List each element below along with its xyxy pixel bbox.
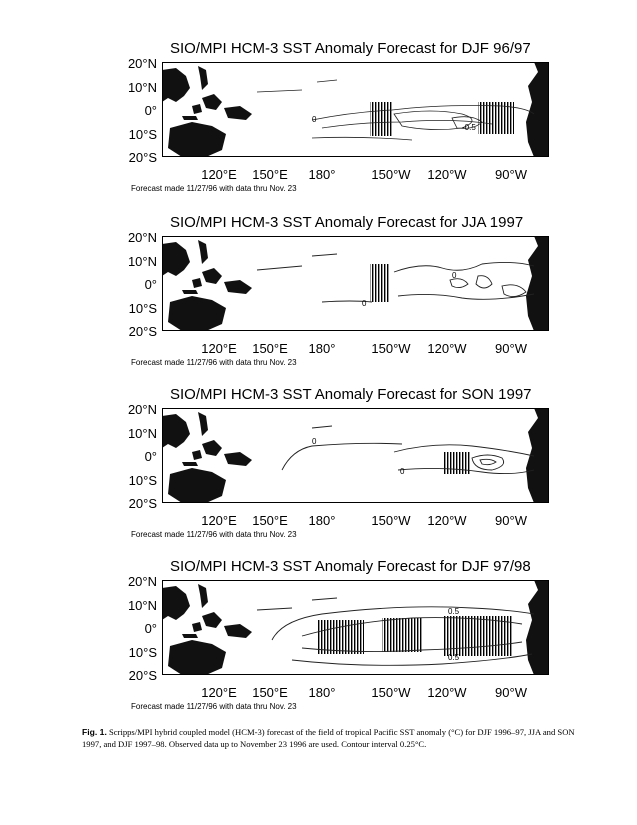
lon-label-120w: 120°W xyxy=(427,685,467,700)
lat-label-20n: 20°N xyxy=(127,402,157,417)
lat-label-20n: 20°N xyxy=(127,56,157,71)
forecast-panel-son-1997 xyxy=(0,386,637,556)
asia-australia-landmass xyxy=(162,584,252,675)
lat-label-10s: 10°S xyxy=(128,645,157,660)
contour-label: 0 xyxy=(452,271,457,280)
panel-title: SIO/MPI HCM-3 SST Anomaly Forecast for DJF 97/98 xyxy=(170,558,531,575)
lon-label-150e: 150°E xyxy=(252,685,288,700)
forecast-note: Forecast made 11/27/96 with data thru Nov. 23 xyxy=(131,702,297,711)
contour-label: 0 xyxy=(312,437,317,446)
lat-label-10n: 10°N xyxy=(127,80,157,95)
caption-label: Fig. 1. xyxy=(82,727,107,737)
lat-label-10n: 10°N xyxy=(127,254,157,269)
figure-caption xyxy=(82,726,582,750)
asia-australia-landmass xyxy=(162,240,252,331)
lon-label-120e: 120°E xyxy=(201,513,237,528)
panel-title: SIO/MPI HCM-3 SST Anomaly Forecast for JJA 1997 xyxy=(170,214,524,231)
lon-label-90w: 90°W xyxy=(495,513,527,528)
lon-label-120e: 120°E xyxy=(201,341,237,356)
lon-label-90w: 90°W xyxy=(495,341,527,356)
americas-landmass xyxy=(526,62,549,157)
warm-anomaly-shading xyxy=(370,264,390,302)
lon-label-150w: 150°W xyxy=(371,167,411,182)
lat-label-equator: 0° xyxy=(144,449,157,464)
lat-label-equator: 0° xyxy=(144,621,157,636)
lon-label-180: 180° xyxy=(308,513,336,528)
contour-label: 0.5 xyxy=(448,653,460,662)
forecast-note: Forecast made 11/27/96 with data thru Nov. 23 xyxy=(131,184,297,193)
asia-australia-landmass xyxy=(162,66,252,157)
sst-contours xyxy=(257,254,534,302)
americas-landmass xyxy=(526,236,549,331)
forecast-panel-jja-1997 xyxy=(0,214,637,384)
lat-label-20n: 20°N xyxy=(127,574,157,589)
lon-label-180: 180° xyxy=(308,685,336,700)
lon-label-150e: 150°E xyxy=(252,513,288,528)
americas-landmass xyxy=(526,408,549,503)
lat-label-10s: 10°S xyxy=(128,473,157,488)
lat-label-10s: 10°S xyxy=(128,301,157,316)
lon-label-180: 180° xyxy=(308,341,336,356)
lat-label-equator: 0° xyxy=(144,277,157,292)
lat-label-10n: 10°N xyxy=(127,598,157,613)
forecast-panel-djf-9798 xyxy=(0,558,637,728)
lon-label-150e: 150°E xyxy=(252,167,288,182)
forecast-note: Forecast made 11/27/96 with data thru Nov. 23 xyxy=(131,358,297,367)
lat-label-20s: 20°S xyxy=(128,668,157,683)
forecast-panel-djf-9697 xyxy=(0,40,637,210)
lat-label-10n: 10°N xyxy=(127,426,157,441)
lat-label-20s: 20°S xyxy=(128,150,157,165)
sst-anomaly-map xyxy=(162,580,549,675)
sst-contours xyxy=(282,426,534,474)
sst-anomaly-map xyxy=(162,408,549,503)
contour-label: 0 xyxy=(400,467,405,476)
forecast-note: Forecast made 11/27/96 with data thru Nov. 23 xyxy=(131,530,297,539)
lon-label-90w: 90°W xyxy=(495,685,527,700)
contour-label: 0.5 xyxy=(448,607,460,616)
contour-label: 0 xyxy=(362,299,367,308)
lon-label-120w: 120°W xyxy=(427,167,467,182)
lat-label-20s: 20°S xyxy=(128,324,157,339)
caption-text: Scripps/MPI hybrid coupled model (HCM-3) forecast of the field of tropical Pacific SST anomaly (°C) for DJF 1996–97, JJA and SON 1997, and DJF 1997–98. Observed data up to November 23 1996 are used. Contour interval 0.25°C. xyxy=(82,727,575,749)
americas-landmass xyxy=(526,580,549,675)
contour-label: -0.5 xyxy=(462,123,476,132)
lon-label-120w: 120°W xyxy=(427,513,467,528)
lat-label-20n: 20°N xyxy=(127,230,157,245)
lon-label-120e: 120°E xyxy=(201,167,237,182)
panel-title: SIO/MPI HCM-3 SST Anomaly Forecast for DJF 96/97 xyxy=(170,40,531,57)
lat-label-20s: 20°S xyxy=(128,496,157,511)
lon-label-150w: 150°W xyxy=(371,685,411,700)
sst-anomaly-map xyxy=(162,62,549,157)
lat-label-10s: 10°S xyxy=(128,127,157,142)
contour-label: 0 xyxy=(312,115,317,124)
sst-anomaly-map xyxy=(162,236,549,331)
warm-anomaly-shading xyxy=(370,102,514,136)
lon-label-150e: 150°E xyxy=(252,341,288,356)
lat-label-equator: 0° xyxy=(144,103,157,118)
lon-label-150w: 150°W xyxy=(371,341,411,356)
panel-title: SIO/MPI HCM-3 SST Anomaly Forecast for SON 1997 xyxy=(170,386,532,403)
lon-label-150w: 150°W xyxy=(371,513,411,528)
lon-label-180: 180° xyxy=(308,167,336,182)
lon-label-120e: 120°E xyxy=(201,685,237,700)
lon-label-120w: 120°W xyxy=(427,341,467,356)
asia-australia-landmass xyxy=(162,412,252,503)
warm-anomaly-shading xyxy=(444,452,470,474)
lon-label-90w: 90°W xyxy=(495,167,527,182)
